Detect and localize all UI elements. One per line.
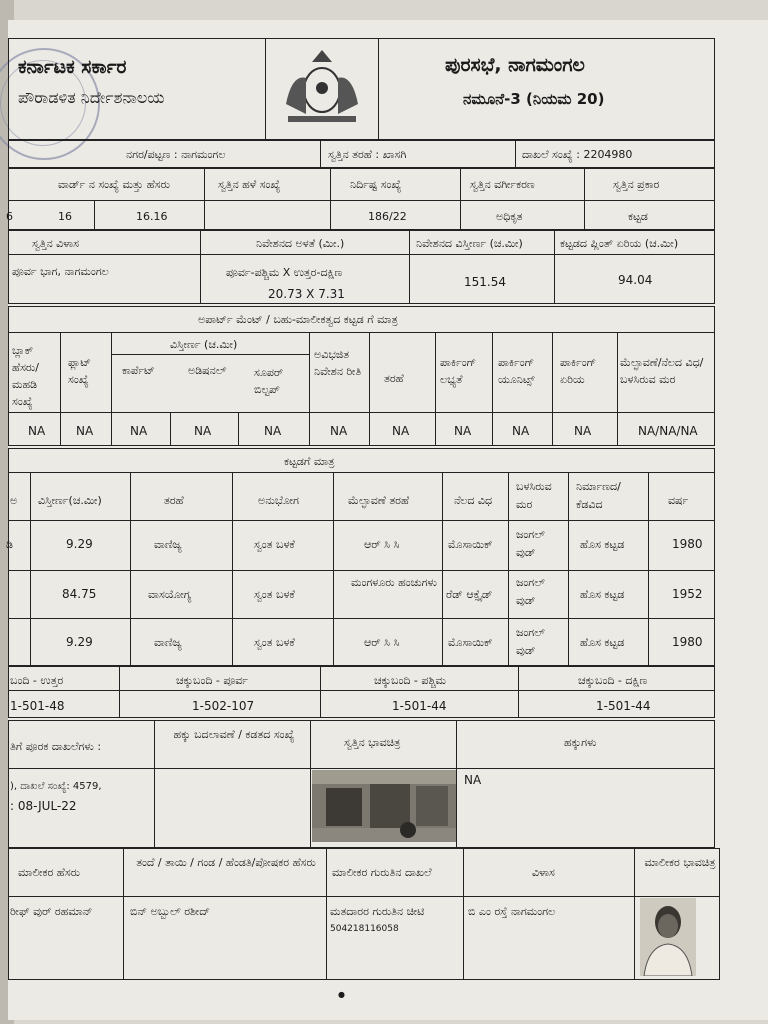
form-3-document xyxy=(8,20,768,1020)
divider xyxy=(515,140,516,168)
ward-prefix: 6 xyxy=(6,210,13,223)
apt-parking-avail-value: NA xyxy=(454,424,472,438)
property-kind-header: ಸ್ವತ್ತಿನ ಪ್ರಕಾರ xyxy=(613,178,660,191)
boundary-west-value: 1-501-44 xyxy=(392,699,447,713)
divider xyxy=(154,720,155,848)
divider xyxy=(8,520,715,521)
boundary-north-value: 1-501-48 xyxy=(10,699,65,713)
entry-number-label: ದಾಖಲೆ ಸಂಖ್ಯೆ : 2204980 xyxy=(522,148,633,161)
parking-avail-header: ಪಾರ್ಕಿಂಗ್ ಲಭ್ಯತೆ xyxy=(440,356,477,386)
rights-value: NA xyxy=(464,773,482,787)
divider xyxy=(554,230,555,304)
bld-row2-usage: ಸ್ವಂತ ಬಳಕೆ xyxy=(254,588,295,601)
bld-row3-wood: ಜಂಗಲ್ ವುಡ್ xyxy=(516,626,545,657)
owner-address-header: ವಿಳಾಸ xyxy=(532,866,555,879)
state-emblem-icon xyxy=(276,44,368,128)
divider xyxy=(442,472,443,666)
divider xyxy=(409,230,410,304)
bld-row3-construction: ಹೊಸ ಕಟ್ಟಡ xyxy=(580,636,625,649)
divider xyxy=(8,618,715,619)
address-header: ಸ್ವತ್ತಿನ ವಿಳಾಸ xyxy=(32,237,79,250)
bld-row1-prefix: ಡಿ xyxy=(6,538,13,551)
divider xyxy=(518,666,519,718)
divider xyxy=(369,332,370,446)
apartment-title: ಅಪಾರ್ಟ್ ಮೆಂಟ್ / ಬಹು-ಮಾಲೀಕತ್ವದ ಕಟ್ಟಡ ಗೆ ಮಾತ್ರ xyxy=(198,313,398,326)
divider xyxy=(30,472,31,666)
superbuilt-header: ಸೂಪರ್ ಬಿಲ್ಟಪ್ xyxy=(254,366,284,396)
bld-row1-roof: ಆರ್ ಸಿ ಸಿ xyxy=(364,538,400,551)
divider xyxy=(8,690,715,691)
property-photo-image xyxy=(312,770,456,842)
plinth-value: 94.04 xyxy=(618,273,653,287)
site-area-value: 151.54 xyxy=(464,275,506,289)
owner-relation: ಬಿನ್ ಅಬ್ಬುಲ್ ರಶೀದ್ xyxy=(130,905,210,918)
bld-area-header: ವಿಸ್ತೀರ್ಣ(ಚ.ಮೀ) xyxy=(38,494,102,507)
boundary-north-header: ಬಂದಿ - ಉತ್ತರ xyxy=(10,674,64,687)
bld-row3-floor: ಮೊಸಾಯಿಕ್ xyxy=(448,636,493,649)
owner-id-type: ಮತದಾರರ ಗುರುತಿನ ಚೀಟಿ xyxy=(330,905,425,918)
site-dims-label: ಪೂರ್ವ-ಪಶ್ಚಿಮ X ಉತ್ತರ-ದಕ್ಷಿಣ xyxy=(226,266,343,279)
undivided-header: ಅವಿಭಜಿತ ನಿವೇಶನ ರೀತಿ xyxy=(314,348,362,378)
owner-name: ರೀಫ್ ವುರ್ ರಹಮಾನ್ xyxy=(10,905,93,918)
flat-header: ಫ್ಲಾಟ್ ಸಂಖ್ಯೆ xyxy=(68,356,92,386)
document-page xyxy=(8,20,768,1020)
divider xyxy=(8,472,715,473)
divider xyxy=(326,848,327,980)
document-date: : 08-JUL-22 xyxy=(10,799,77,813)
boundary-south-value: 1-501-44 xyxy=(596,699,651,713)
divider xyxy=(8,332,715,333)
building-title: ಕಟ್ಟಡಗೆ ಮಾತ್ರ xyxy=(284,455,335,468)
owner-photo xyxy=(640,898,696,976)
divider xyxy=(320,140,321,168)
owner-address: ಬಿ ಎಂ ರಸ್ತೆ ನಾಗಮಂಗಲ xyxy=(468,905,556,918)
guardian-header: ತಂದೆ / ತಾಯಿ / ಗಂಡ / ಹೆಂಡತಿ/ಪೋಷಕರ ಹೆಸರು xyxy=(136,856,316,869)
site-area-header: ನಿವೇಶನದ ವಿಸ್ತೀರ್ಣ (ಚ.ಮೀ) xyxy=(416,237,523,250)
bld-row1-floor: ಮೊಸಾಯಿಕ್ xyxy=(448,538,493,551)
property-photo-header: ಸ್ವತ್ತಿನ ಭಾವಚಿತ್ರ xyxy=(344,736,401,749)
parking-units-header: ಪಾರ್ಕಿಂಗ್ ಯೂನಿಟ್ಸ್ xyxy=(498,356,535,386)
bld-row2-area: 84.75 xyxy=(62,587,97,601)
divider xyxy=(492,332,493,446)
apt-carpet-value: NA xyxy=(130,424,148,438)
form-number: ನಮೂನೆ-3 (ನಿಯಮ 20) xyxy=(463,90,605,108)
bld-roof-header: ಮೆಲ್ಛಾವಣೆ ತರಹೆ xyxy=(348,494,410,507)
divider xyxy=(204,168,205,230)
divider xyxy=(130,472,131,666)
boundary-east-value: 1-502-107 xyxy=(192,699,255,713)
boundary-south-header: ಚಕ್ಕುಬಂದಿ - ದಕ್ಷಿಣ xyxy=(578,674,648,687)
bld-row1-area: 9.29 xyxy=(66,537,93,551)
property-photo xyxy=(312,770,456,842)
block-header: ಬ್ಲಾಕ್ ಹೆಸರು/ ಮಹಡಿ ಸಂಖ್ಯೆ xyxy=(12,344,39,408)
site-size-header: ನಿವೇಶನದ ಅಳತೆ (ಮೀ.) xyxy=(256,237,345,250)
bld-row3-usage: ಸ್ವಂತ ಬಳಕೆ xyxy=(254,636,295,649)
bld-row3-roof: ಆರ್ ಸಿ ಸಿ xyxy=(364,636,400,649)
divider xyxy=(617,332,618,446)
divider xyxy=(456,720,457,848)
bld-row3-type: ವಾಣಿಜ್ಯ xyxy=(154,636,182,649)
bld-construction-header: ನಿರ್ಮಾಣದ/ ಕೆಡವಿದ xyxy=(576,480,621,511)
apt-parking-units-value: NA xyxy=(512,424,530,438)
divider xyxy=(648,472,649,666)
bld-row3-year: 1980 xyxy=(672,635,703,649)
divider xyxy=(330,168,331,230)
bld-row2-year: 1952 xyxy=(672,587,703,601)
bld-row1-construction: ಹೊಸ ಕಟ್ಟಡ xyxy=(580,538,625,551)
bld-row2-roof: ಮಂಗಳೂರು ಹಂಚುಗಳು xyxy=(350,576,438,589)
carpet-header: ಕಾರ್ಪೆಟ್ xyxy=(122,364,155,377)
divider xyxy=(8,254,715,255)
divider xyxy=(634,848,635,980)
ward-number: 16 xyxy=(58,210,72,223)
divider xyxy=(265,38,266,140)
directorate-title: ಪೌರಾಡಳಿತ ನಿರ್ದೇಶನಾಲಯ xyxy=(18,88,165,107)
divider xyxy=(8,200,715,201)
owner-portrait-image xyxy=(640,898,696,976)
specific-number: 186/22 xyxy=(368,210,407,223)
property-type-label: ಸ್ವತ್ತಿನ ತರಹೆ : ಖಾಸಗಿ xyxy=(328,148,407,161)
apt-superbuilt-value: NA xyxy=(264,424,282,438)
bld-type-header: ತರಹೆ xyxy=(164,494,184,507)
divider xyxy=(119,666,120,718)
type-header: ತರಹೆ xyxy=(384,372,404,385)
divider xyxy=(170,412,171,446)
ward-header: ವಾರ್ಡ್ ನ ಸಂಖ್ಯೆ ಮತ್ತು ಹೆಸರು xyxy=(58,178,170,191)
owner-name-header: ಮಾಲೀಕರ ಹೆಸರು xyxy=(18,866,81,879)
divider xyxy=(584,168,585,230)
bld-usage-header: ಅನುಭೋಗ xyxy=(258,494,299,507)
apt-undivided-value: NA xyxy=(330,424,348,438)
apt-flat-value: NA xyxy=(76,424,94,438)
divider xyxy=(8,570,715,571)
bld-row2-floor: ರೆಡ್ ಆಕ್ಸೈಡ್ xyxy=(446,588,493,601)
boundary-east-header: ಚಕ್ಕುಬಂದಿ - ಪೂರ್ವ xyxy=(176,674,249,687)
divider xyxy=(60,332,61,446)
bld-col-header: ಅ xyxy=(10,494,18,507)
divider xyxy=(463,848,464,980)
roof-floor-wood-header: ಮೆಲ್ಛಾವಣೆ/ನೆಲದ ವಿಧ/ಬಳಸಿರುವ ಮರ xyxy=(620,356,704,386)
classification-header: ಸ್ವತ್ತಿನ ವರ್ಗೀಕರಣ xyxy=(470,178,535,191)
bld-row1-usage: ಸ್ವಂತ ಬಳಕೆ xyxy=(254,538,295,551)
divider xyxy=(320,666,321,718)
divider xyxy=(552,332,553,446)
divider xyxy=(111,332,112,446)
bld-row1-type: ವಾಣಿಜ್ಯ xyxy=(154,538,182,551)
document-number: ), ದಾಖಲೆ ಸಂಖ್ಯೆ: 4579, xyxy=(10,781,102,792)
town-label: ನಗರ/ಪಟ್ಟಣ : ನಾಗಮಂಗಲ xyxy=(126,148,226,161)
classification: ಅಧಿಕೃತ xyxy=(496,210,523,223)
divider xyxy=(238,412,239,446)
owner-id-header: ಮಾಲೀಕರ ಗುರುತಿನ ದಾಖಲೆ xyxy=(332,866,432,879)
footer-mark: ● xyxy=(338,990,345,999)
old-number-header: ಸ್ವತ್ತಿನ ಹಳೆ ಸಂಖ್ಯೆ xyxy=(218,178,281,191)
bld-year-header: ವರ್ಷ xyxy=(668,494,689,507)
mutation-header: ಹಕ್ಕು ಬದಲಾವಣೆ / ಕಡತದ ಸಂಖ್ಯೆ xyxy=(173,728,295,741)
apt-type-value: NA xyxy=(392,424,410,438)
parking-area-header: ಪಾರ್ಕಿಂಗ್ ಏರಿಯ xyxy=(560,356,597,386)
bld-floor-header: ನೆಲದ ವಿಧ xyxy=(454,494,493,507)
govt-title: ಕರ್ನಾಟಕ ಸರ್ಕಾರ xyxy=(18,56,127,78)
documents-header: ತಿಗೆ ಪೂರಕ ದಾಖಲೆಗಳು : xyxy=(10,740,102,753)
divider xyxy=(508,472,509,666)
plinth-header: ಕಟ್ಟಡದ ಪ್ಲಿಂತ್ ಏರಿಯ (ಚ.ಮೀ) xyxy=(560,237,679,250)
bld-row3-area: 9.29 xyxy=(66,635,93,649)
divider xyxy=(94,200,95,230)
apt-additional-value: NA xyxy=(194,424,212,438)
bld-row1-wood: ಜಂಗಲ್ ವುಡ್ xyxy=(516,528,545,559)
apt-block-value: NA xyxy=(28,424,46,438)
specific-number-header: ನಿರ್ದಿಷ್ಟ ಸಂಖ್ಯೆ xyxy=(350,178,402,191)
apt-roof-value: NA/NA/NA xyxy=(638,424,698,438)
divider xyxy=(8,412,715,413)
address-value: ಪೂರ್ವ ಭಾಗ, ನಾಗಮಂಗಲ xyxy=(12,265,109,278)
apt-parking-area-value: NA xyxy=(574,424,592,438)
divider xyxy=(123,848,124,980)
divider xyxy=(568,472,569,666)
divider xyxy=(111,354,309,355)
boundary-west-header: ಚಕ್ಕುಬಂದಿ - ಪಶ್ಚಿಮ xyxy=(374,674,447,687)
divider xyxy=(8,768,715,769)
divider xyxy=(8,896,720,897)
divider xyxy=(460,168,461,230)
bld-row1-year: 1980 xyxy=(672,537,703,551)
property-kind: ಕಟ್ಟಡ xyxy=(628,210,648,223)
additional-header: ಅಡಿಷನಲ್ xyxy=(188,364,227,377)
bld-row2-construction: ಹೊಸ ಕಟ್ಟಡ xyxy=(580,588,625,601)
divider xyxy=(310,720,311,848)
municipality-title: ಪುರಸಭೆ, ನಾಗಮಂಗಲ xyxy=(445,54,585,76)
bld-wood-header: ಬಳಸಿರುವ ಮರ xyxy=(516,480,552,511)
divider xyxy=(232,472,233,666)
rights-header: ಹಕ್ಕುಗಳು xyxy=(564,736,597,749)
divider xyxy=(378,38,379,140)
owner-id-number: 504218116058 xyxy=(330,924,399,934)
bld-row2-type: ವಾಸಯೋಗ್ಯ xyxy=(148,588,192,601)
owner-photo-header: ಮಾಲೀಕರ ಭಾವಚಿತ್ರ xyxy=(644,856,716,869)
divider xyxy=(435,332,436,446)
divider xyxy=(200,230,201,304)
old-number: 16.16 xyxy=(136,210,168,223)
bld-row2-wood: ಜಂಗಲ್ ವುಡ್ xyxy=(516,576,545,607)
divider xyxy=(309,332,310,446)
area-group-title: ವಿಸ್ತೀರ್ಣ (ಚ.ಮೀ) xyxy=(170,338,238,351)
site-dims-value: 20.73 X 7.31 xyxy=(268,287,345,301)
divider xyxy=(333,472,334,666)
